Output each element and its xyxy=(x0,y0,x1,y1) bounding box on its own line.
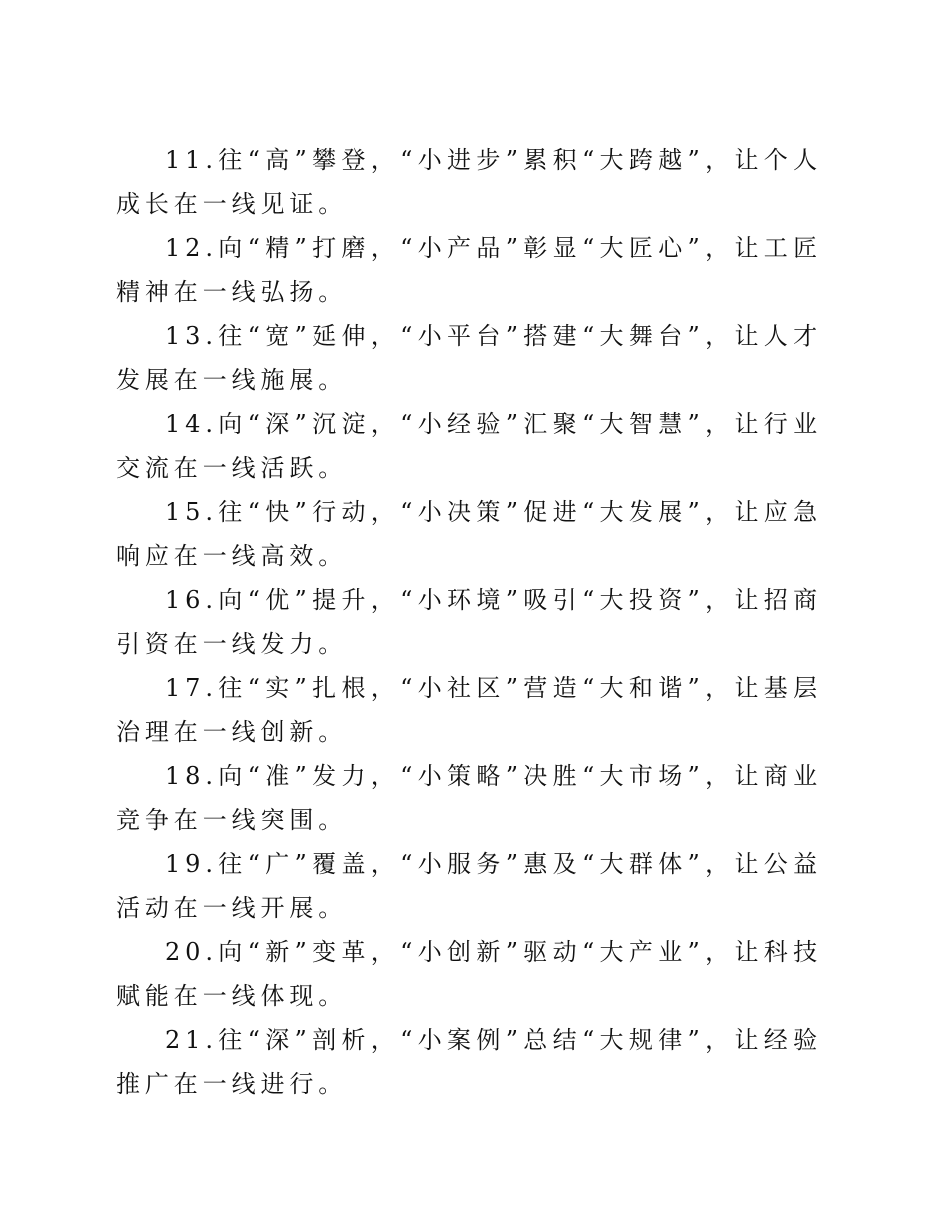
paragraph-21: 21.往“深”剖析，“小案例”总结“大规律”，让经验推广在一线进行。 xyxy=(116,1026,822,1098)
paragraph-12: 12.向“精”打磨，“小产品”彰显“大匠心”，让工匠精神在一线弘扬。 xyxy=(116,234,822,306)
paragraph-16: 16.向“优”提升，“小环境”吸引“大投资”，让招商引资在一线发力。 xyxy=(116,586,822,658)
paragraph-13: 13.往“宽”延伸，“小平台”搭建“大舞台”，让人才发展在一线施展。 xyxy=(116,322,822,394)
paragraph-20: 20.向“新”变革，“小创新”驱动“大产业”，让科技赋能在一线体现。 xyxy=(116,938,822,1010)
paragraph-18: 18.向“准”发力，“小策略”决胜“大市场”，让商业竞争在一线突围。 xyxy=(116,762,822,834)
paragraph-15: 15.往“快”行动，“小决策”促进“大发展”，让应急响应在一线高效。 xyxy=(116,498,822,570)
paragraph-19: 19.往“广”覆盖，“小服务”惠及“大群体”，让公益活动在一线开展。 xyxy=(116,850,822,922)
paragraph-17: 17.往“实”扎根，“小社区”营造“大和谐”，让基层治理在一线创新。 xyxy=(116,674,822,746)
paragraph-11: 11.往“高”攀登，“小进步”累积“大跨越”，让个人成长在一线见证。 xyxy=(116,146,822,218)
document-body xyxy=(116,138,822,1106)
paragraph-14: 14.向“深”沉淀，“小经验”汇聚“大智慧”，让行业交流在一线活跃。 xyxy=(116,410,822,482)
